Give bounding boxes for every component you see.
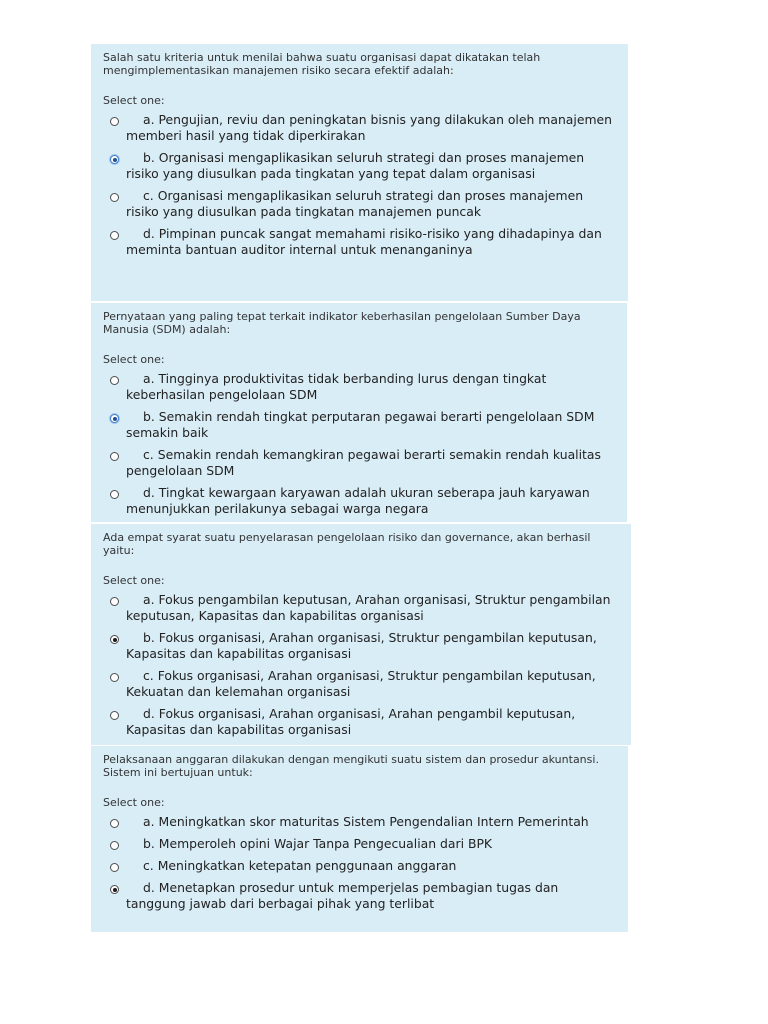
radio-button-icon[interactable] bbox=[110, 673, 119, 682]
answer-option-d[interactable] bbox=[103, 880, 616, 912]
option-label: Tingginya produktivitas tidak berbanding lurus dengan tingkat keberhasilan pengelolaan SDM bbox=[126, 371, 547, 402]
option-letter: b. bbox=[143, 150, 155, 165]
question-card-1 bbox=[91, 44, 628, 301]
radio-button-icon[interactable] bbox=[110, 819, 119, 828]
option-letter: b. bbox=[143, 630, 155, 645]
radio-button-icon[interactable] bbox=[110, 597, 119, 606]
option-label: Pengujian, reviu dan peningkatan bisnis yang dilakukan oleh manajemen memberi hasil yang tidak diperkirakan bbox=[126, 112, 613, 143]
option-letter: c. bbox=[143, 858, 154, 873]
option-letter: d. bbox=[143, 226, 155, 241]
answer-option-a[interactable] bbox=[103, 112, 616, 144]
radio-button-icon[interactable] bbox=[110, 231, 119, 240]
option-letter: b. bbox=[143, 836, 155, 851]
answer-option-d[interactable] bbox=[103, 485, 615, 517]
select-one-label: Select one: bbox=[103, 796, 165, 809]
radio-button-selected-icon[interactable] bbox=[110, 155, 119, 164]
option-label: Pimpinan puncak sangat memahami risiko-risiko yang dihadapinya dan meminta bantuan auditor internal untuk menanganinya bbox=[126, 226, 602, 257]
radio-button-icon[interactable] bbox=[110, 863, 119, 872]
select-one-label: Select one: bbox=[103, 94, 165, 107]
radio-button-icon[interactable] bbox=[110, 376, 119, 385]
select-one-label: Select one: bbox=[103, 353, 165, 366]
select-one-label: Select one: bbox=[103, 574, 165, 587]
question-text: Pernyataan yang paling tepat terkait indikator keberhasilan pengelolaan Sumber Daya Manusia (SDM) adalah: bbox=[103, 310, 581, 336]
answer-option-b[interactable] bbox=[103, 630, 619, 662]
radio-button-icon[interactable] bbox=[110, 117, 119, 126]
question-card-4 bbox=[91, 746, 628, 932]
answer-option-d[interactable] bbox=[103, 226, 616, 258]
option-letter: d. bbox=[143, 880, 155, 895]
radio-button-icon[interactable] bbox=[110, 193, 119, 202]
radio-button-icon[interactable] bbox=[110, 452, 119, 461]
option-label: Fokus pengambilan keputusan, Arahan organisasi, Struktur pengambilan keputusan, Kapasitas dan kapabilitas organisasi bbox=[126, 592, 611, 623]
answer-options bbox=[103, 592, 619, 738]
option-letter: d. bbox=[143, 485, 155, 500]
answer-option-d[interactable] bbox=[103, 706, 619, 738]
option-label: Fokus organisasi, Arahan organisasi, Struktur pengambilan keputusan, Kapasitas dan kapabilitas organisasi bbox=[126, 630, 597, 661]
option-label: Organisasi mengaplikasikan seluruh strategi dan proses manajemen risiko yang diusulkan pada tingkatan manajemen puncak bbox=[126, 188, 584, 219]
question-text: Ada empat syarat suatu penyelarasan pengelolaan risiko dan governance, akan berhasil yaitu: bbox=[103, 531, 591, 557]
option-label: Fokus organisasi, Arahan organisasi, Arahan pengambil keputusan, Kapasitas dan kapabilitas organisasi bbox=[126, 706, 576, 737]
answer-option-b[interactable] bbox=[103, 836, 616, 852]
radio-button-icon[interactable] bbox=[110, 490, 119, 499]
option-letter: c. bbox=[143, 188, 154, 203]
radio-button-selected-icon[interactable] bbox=[110, 414, 119, 423]
answer-option-c[interactable] bbox=[103, 858, 616, 874]
question-text: Pelaksanaan anggaran dilakukan dengan mengikuti suatu sistem dan prosedur akuntansi. Sistem ini bertujuan untuk: bbox=[103, 753, 599, 779]
option-letter: a. bbox=[143, 371, 155, 386]
option-label: Memperoleh opini Wajar Tanpa Pengecualian dari BPK bbox=[158, 836, 493, 851]
option-letter: a. bbox=[143, 814, 155, 829]
answer-option-a[interactable] bbox=[103, 814, 616, 830]
answer-options bbox=[103, 112, 616, 258]
question-text: Salah satu kriteria untuk menilai bahwa suatu organisasi dapat dikatakan telah mengimplementasikan manajemen risiko secara efektif adalah: bbox=[103, 51, 541, 77]
radio-button-selected-icon[interactable] bbox=[110, 885, 119, 894]
answer-option-b[interactable] bbox=[103, 150, 616, 182]
question-card-2 bbox=[91, 303, 627, 522]
answer-option-b[interactable] bbox=[103, 409, 615, 441]
answer-option-c[interactable] bbox=[103, 447, 615, 479]
option-label: Tingkat kewargaan karyawan adalah ukuran seberapa jauh karyawan menunjukkan perilakunya sebagai warga negara bbox=[126, 485, 590, 516]
option-letter: d. bbox=[143, 706, 155, 721]
answer-option-c[interactable] bbox=[103, 188, 616, 220]
radio-button-icon[interactable] bbox=[110, 841, 119, 850]
answer-option-a[interactable] bbox=[103, 592, 619, 624]
radio-button-icon[interactable] bbox=[110, 711, 119, 720]
option-label: Fokus organisasi, Arahan organisasi, Struktur pengambilan keputusan, Kekuatan dan kelemahan organisasi bbox=[126, 668, 596, 699]
option-letter: c. bbox=[143, 447, 154, 462]
option-label: Meningkatkan skor maturitas Sistem Pengendalian Intern Pemerintah bbox=[158, 814, 589, 829]
answer-option-a[interactable] bbox=[103, 371, 615, 403]
option-label: Menetapkan prosedur untuk memperjelas pembagian tugas dan tanggung jawab dari berbagai pihak yang terlibat bbox=[126, 880, 559, 911]
option-label: Semakin rendah kemangkiran pegawai berarti semakin rendah kualitas pengelolaan SDM bbox=[126, 447, 601, 478]
option-letter: a. bbox=[143, 112, 155, 127]
option-letter: c. bbox=[143, 668, 154, 683]
option-letter: a. bbox=[143, 592, 155, 607]
radio-button-selected-icon[interactable] bbox=[110, 635, 119, 644]
option-letter: b. bbox=[143, 409, 155, 424]
answer-options bbox=[103, 371, 615, 517]
option-label: Semakin rendah tingkat perputaran pegawai berarti pengelolaan SDM semakin baik bbox=[126, 409, 595, 440]
option-label: Meningkatkan ketepatan penggunaan anggaran bbox=[157, 858, 457, 873]
question-card-3 bbox=[91, 524, 631, 745]
answer-options bbox=[103, 814, 616, 912]
option-label: Organisasi mengaplikasikan seluruh strategi dan proses manajemen risiko yang diusulkan pada tingkatan yang tepat dalam organisasi bbox=[126, 150, 585, 181]
answer-option-c[interactable] bbox=[103, 668, 619, 700]
